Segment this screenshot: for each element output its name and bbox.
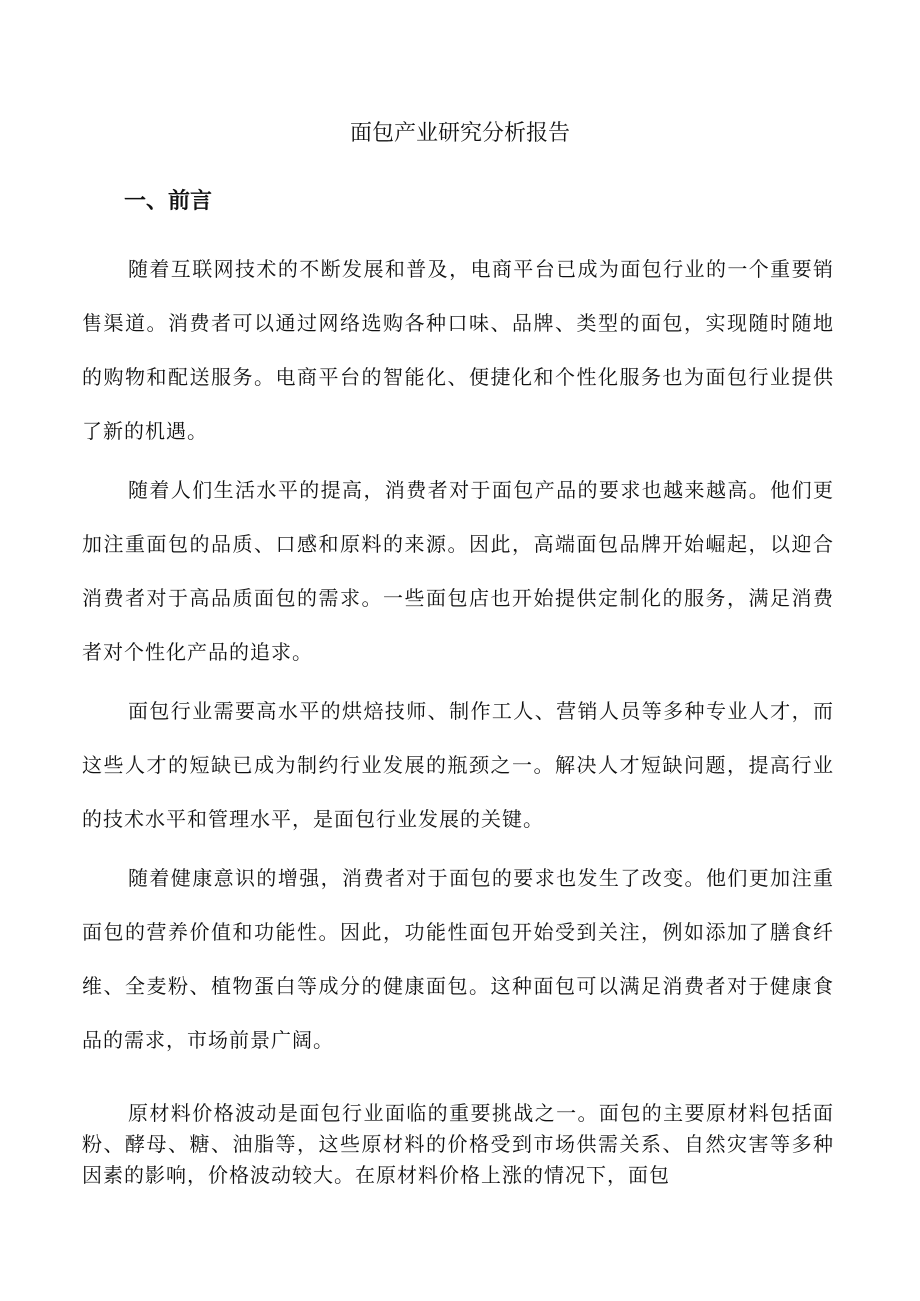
section-heading: 一、前言: [124, 189, 213, 214]
paragraph-health-awareness: 随着健康意识的增强，消费者对于面包的要求也发生了改变。他们更加注重面包的营养价值和功能性。因此，功能性面包开始受到关注，例如添加了膳食纤维、全麦粉、植物蛋白等成分的健康面包。这种面包可以满足消费者对于健康食品的需求，市场前景广阔。: [82, 866, 834, 1052]
paragraph-ecommerce: 随着互联网技术的不断发展和普及，电商平台已成为面包行业的一个重要销售渠道。消费者可以通过网络选购各种口味、品牌、类型的面包，实现随时随地的购物和配送服务。电商平台的智能化、便捷化和个性化服务也为面包行业提供了新的机遇。: [82, 257, 834, 443]
paragraph-talent-shortage: 面包行业需要高水平的烘焙技师、制作工人、营销人员等多种专业人才，而这些人才的短缺已成为制约行业发展的瓶颈之一。解决人才短缺问题，提高行业的技术水平和管理水平，是面包行业发展的关键。: [82, 699, 834, 831]
paragraph-raw-materials: 原材料价格波动是面包行业面临的重要挑战之一。面包的主要原材料包括面粉、酵母、糖、油脂等，这些原材料的价格受到市场供需关系、自然灾害等多种因素的影响，价格波动较大。在原材料价格上涨的情况下，面包: [82, 1101, 834, 1187]
paragraph-consumer-demand: 随着人们生活水平的提高，消费者对于面包产品的要求也越来越高。他们更加注重面包的品质、口感和原料的来源。因此，高端面包品牌开始崛起，以迎合消费者对于高品质面包的需求。一些面包店也开始提供定制化的服务，满足消费者对个性化产品的追求。: [82, 478, 834, 664]
document-title: 面包产业研究分析报告: [349, 121, 570, 146]
